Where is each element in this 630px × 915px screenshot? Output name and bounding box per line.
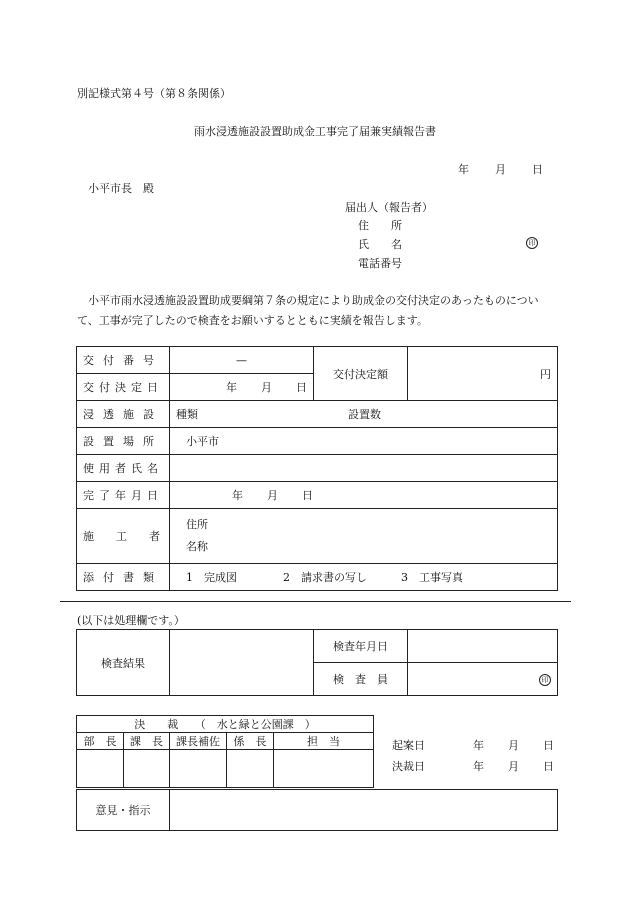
applicant-name-label: 氏 名 xyxy=(358,238,402,251)
approval-stamp-cell xyxy=(77,750,124,788)
date-month: 月 xyxy=(495,163,506,176)
approval-decision-date-label: 決裁日 xyxy=(392,760,425,773)
draft-date-row xyxy=(392,737,554,753)
decision-amount-label: 交付決定額 xyxy=(314,347,408,401)
contractor-name-label: 名称 xyxy=(186,540,208,553)
inspection-date-value xyxy=(408,630,558,663)
form-number: 別記様式第４号（第８条関係） xyxy=(77,87,231,100)
form-title: 雨水浸透施設設置助成金工事完了届兼実績報告書 xyxy=(194,125,436,138)
approval-stamp-cell xyxy=(170,750,227,788)
facility-type-label: 種類 xyxy=(176,408,198,421)
inspector-label: 検 査 員 xyxy=(314,663,408,696)
location-label: 設置場所 xyxy=(77,428,170,455)
draft-year: 年 xyxy=(473,739,484,752)
user-name-value xyxy=(170,455,558,482)
contractor-address-label: 住所 xyxy=(186,518,208,531)
approval-stamp-cell xyxy=(227,750,274,788)
approval-col-assistant-head: 課長補佐 xyxy=(170,733,227,750)
attachments-label: 添付書類 xyxy=(77,564,170,591)
facility-value xyxy=(170,401,558,428)
date-year: 年 xyxy=(458,163,469,176)
decision-amount-unit: 円 xyxy=(408,347,558,401)
issue-number-label: 交付番号 xyxy=(77,347,170,374)
location-value: 小平市 xyxy=(170,428,558,455)
contractor-label: 施工者 xyxy=(77,509,170,564)
applicant-heading: 届出人（報告者） xyxy=(345,201,433,214)
attachment-item: 2 請求書の写し xyxy=(283,571,367,584)
report-table xyxy=(76,346,558,591)
section-divider xyxy=(60,601,571,602)
applicant-address-label: 住 所 xyxy=(358,219,402,232)
submission-date xyxy=(458,161,543,177)
draft-day: 日 xyxy=(543,739,554,752)
approval-col-staff: 担 当 xyxy=(274,733,374,750)
approval-heading: 決 裁 （ 水と緑と公園課 ） xyxy=(77,716,374,733)
decision-date-month: 月 xyxy=(261,381,272,394)
decision-date-year: 年 xyxy=(226,381,237,394)
body-text-line1: 小平市雨水浸透施設設置助成要綱第７条の規定により助成金の交付決定のあったものについ xyxy=(88,294,539,307)
decision-date-row xyxy=(392,758,554,774)
draft-month: 月 xyxy=(508,739,519,752)
approval-col-section-head: 課 長 xyxy=(124,733,170,750)
completion-month: 月 xyxy=(267,489,278,502)
draft-date-label: 起案日 xyxy=(392,739,425,752)
issue-number-value: — xyxy=(170,347,314,374)
completion-day: 日 xyxy=(302,489,313,502)
seal-icon: 印 xyxy=(539,674,551,686)
completion-year: 年 xyxy=(232,489,243,502)
attachment-item: 1 完成図 xyxy=(186,571,237,584)
facility-count-label: 設置数 xyxy=(348,408,381,421)
inspection-date-label: 検査年月日 xyxy=(314,630,408,663)
inspection-table xyxy=(76,629,558,696)
applicant-seal xyxy=(526,236,538,249)
attachments-value xyxy=(170,564,558,591)
inspection-result-label: 検査結果 xyxy=(77,630,170,696)
facility-label: 浸透施設 xyxy=(77,401,170,428)
approval-month: 月 xyxy=(508,760,519,773)
completion-date-label: 完了年月日 xyxy=(77,482,170,509)
approval-stamp-cell xyxy=(274,750,374,788)
approval-table xyxy=(76,715,374,788)
completion-date-value xyxy=(170,482,558,509)
opinion-table xyxy=(76,789,558,831)
approval-day: 日 xyxy=(543,760,554,773)
approval-year: 年 xyxy=(473,760,484,773)
inspector-seal xyxy=(408,663,558,696)
body-text-line2: て、工事が完了したので検査をお願いするとともに実績を報告します。 xyxy=(77,314,428,327)
date-day: 日 xyxy=(532,163,543,176)
user-name-label: 使用者氏名 xyxy=(77,455,170,482)
approval-col-department-head: 部 長 xyxy=(77,733,124,750)
decision-date-value xyxy=(170,374,314,401)
addressee: 小平市長 殿 xyxy=(88,182,154,195)
approval-col-chief: 係 長 xyxy=(227,733,274,750)
inspection-result-value xyxy=(170,630,314,696)
attachment-item: 3 工事写真 xyxy=(401,571,463,584)
applicant-phone-label: 電話番号 xyxy=(358,257,402,270)
opinion-value xyxy=(170,790,558,831)
contractor-value xyxy=(170,509,558,564)
approval-stamp-cell xyxy=(124,750,170,788)
decision-date-label: 交付決定日 xyxy=(77,374,170,401)
seal-icon: 印 xyxy=(526,237,538,249)
decision-date-day: 日 xyxy=(296,381,307,394)
opinion-label: 意見・指示 xyxy=(77,790,170,831)
processing-note: (以下は処理欄です。） xyxy=(77,614,185,627)
